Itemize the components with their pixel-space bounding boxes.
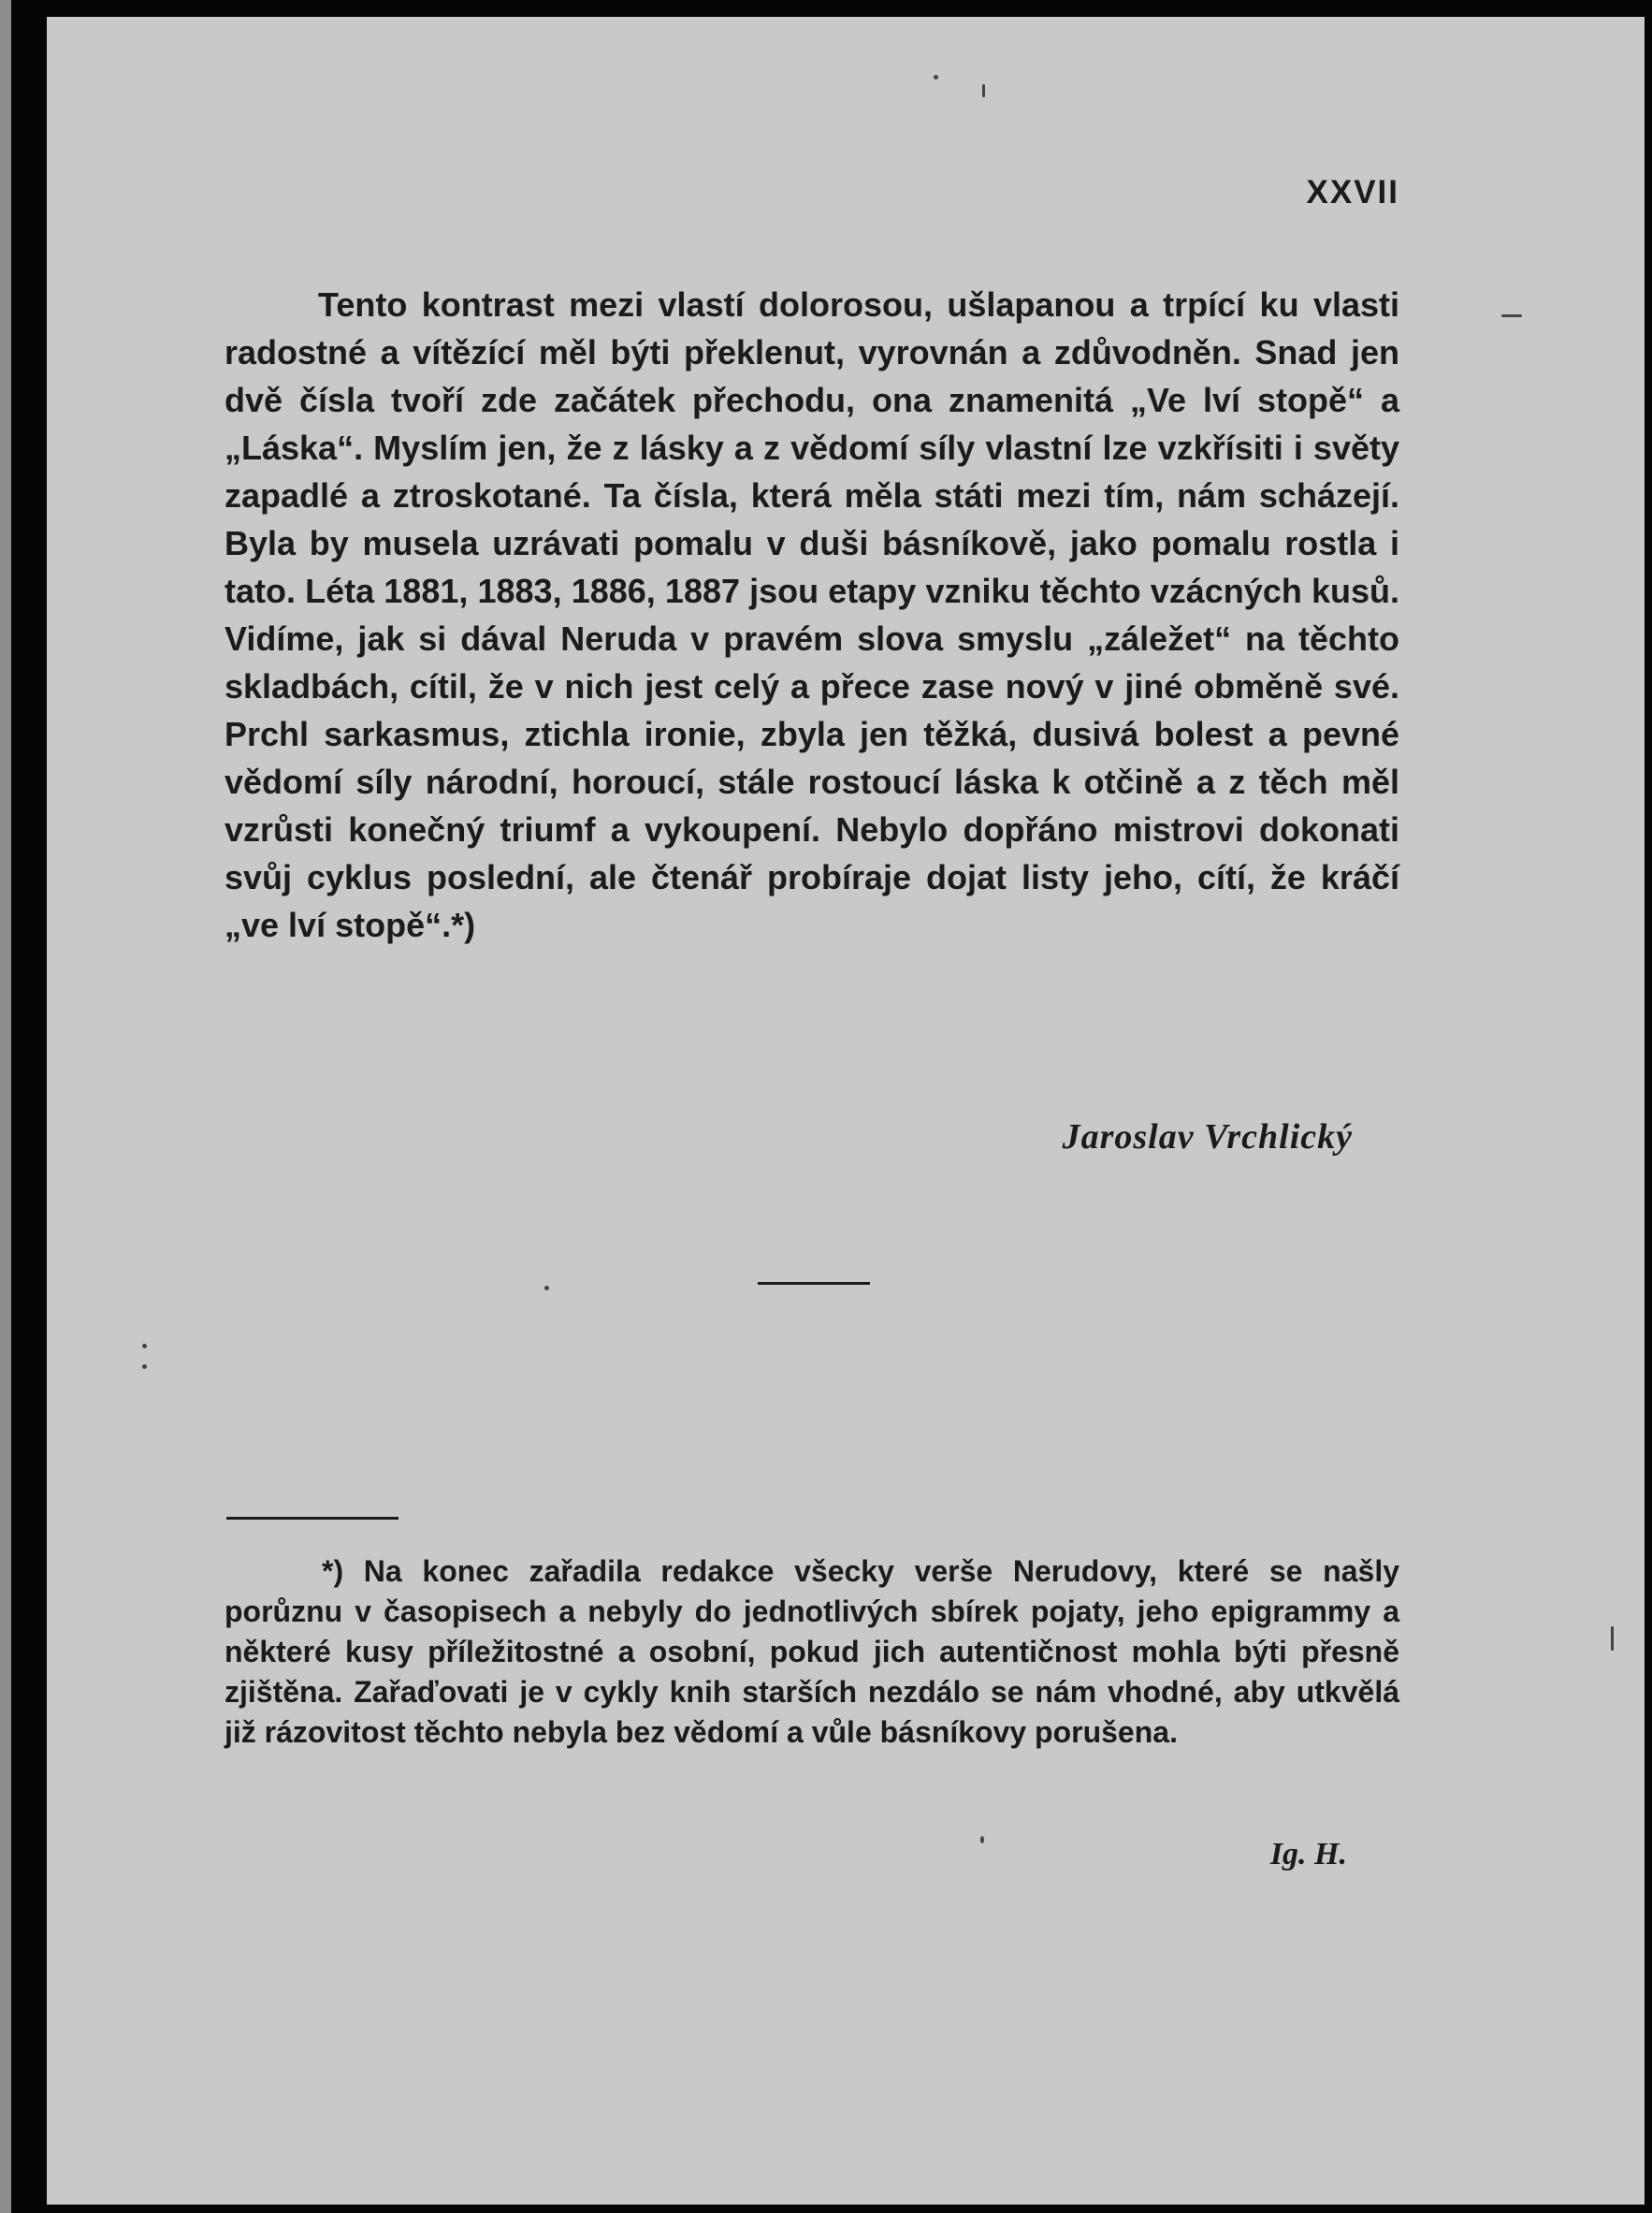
scan-speck	[934, 75, 938, 80]
footnote-paragraph: *) Na konec zařadila redakce všecky verše Nerudovy, které se našly porůznu v časopisech a nebyly do jednotlivých sbírek pojaty, jeho epigrammy a některé kusy příležitostné a osobní, pokud jich autentičnost mohla býti přesně zjištěna. Zařaďovati je v cykly knih starších nezdálo se nám vhodné, aby utkvělá již rázovitost těchto nebyla bez vědomí a vůle básníkovy porušena.	[225, 1554, 1399, 1749]
footnote-separator	[226, 1517, 399, 1520]
section-divider	[758, 1282, 870, 1285]
scan-speck	[142, 1364, 147, 1369]
page-number: XXVII	[1306, 174, 1399, 211]
scan-speck	[980, 1836, 984, 1843]
scan-speck	[544, 1286, 549, 1290]
adjacent-page-edge	[0, 0, 11, 2213]
scan-speck	[142, 1344, 147, 1348]
main-paragraph: Tento kontrast mezi vlastí dolorosou, ušlapanou a trpící ku vlasti radostné a vítězící měl býti překlenut, vyrovnán a zdůvodněn. Snad jen dvě čísla tvoří zde začátek přechodu, ona znamenitá „Ve lví stopě“ a „Láska“. Myslím jen, že z lásky a z vědomí síly vlastní lze vzkřísiti i světy zapadlé a ztroskotané. Ta čísla, která měla státi mezi tím, nám scházejí. Byla by musela uzrávati pomalu v duši básníkově, jako pomalu rostla i tato. Léta 1881, 1883, 1886, 1887 jsou etapy vzniku těchto vzácných kusů. Vidíme, jak si dával Neruda v pravém slova smyslu „záležet“ na těchto skladbách, cítil, že v nich jest celý a přece zase nový v jiné obměně své. Prchl sarkasmus, ztichla ironie, zbyla jen těžká, dusivá bolest a pevné vědomí síly národní, horoucí, stále rostoucí láska k otčině a z těch měl vzrůsti konečný triumf a vykoupení. Nebylo dopřáno mistrovi dokonati svůj cyklus poslední, ale čtenář probíraje dojat listy jeho, cítí, že kráčí „ve lví stopě“.*)	[225, 285, 1399, 944]
scan-speck	[1501, 314, 1522, 317]
scan-speck	[982, 84, 985, 97]
book-page	[47, 17, 1645, 2205]
scan-speck	[1611, 1626, 1614, 1651]
author-signature: Jaroslav Vrchlický	[1062, 1117, 1353, 1157]
footnote-initials: Ig. H.	[1269, 1837, 1347, 1871]
